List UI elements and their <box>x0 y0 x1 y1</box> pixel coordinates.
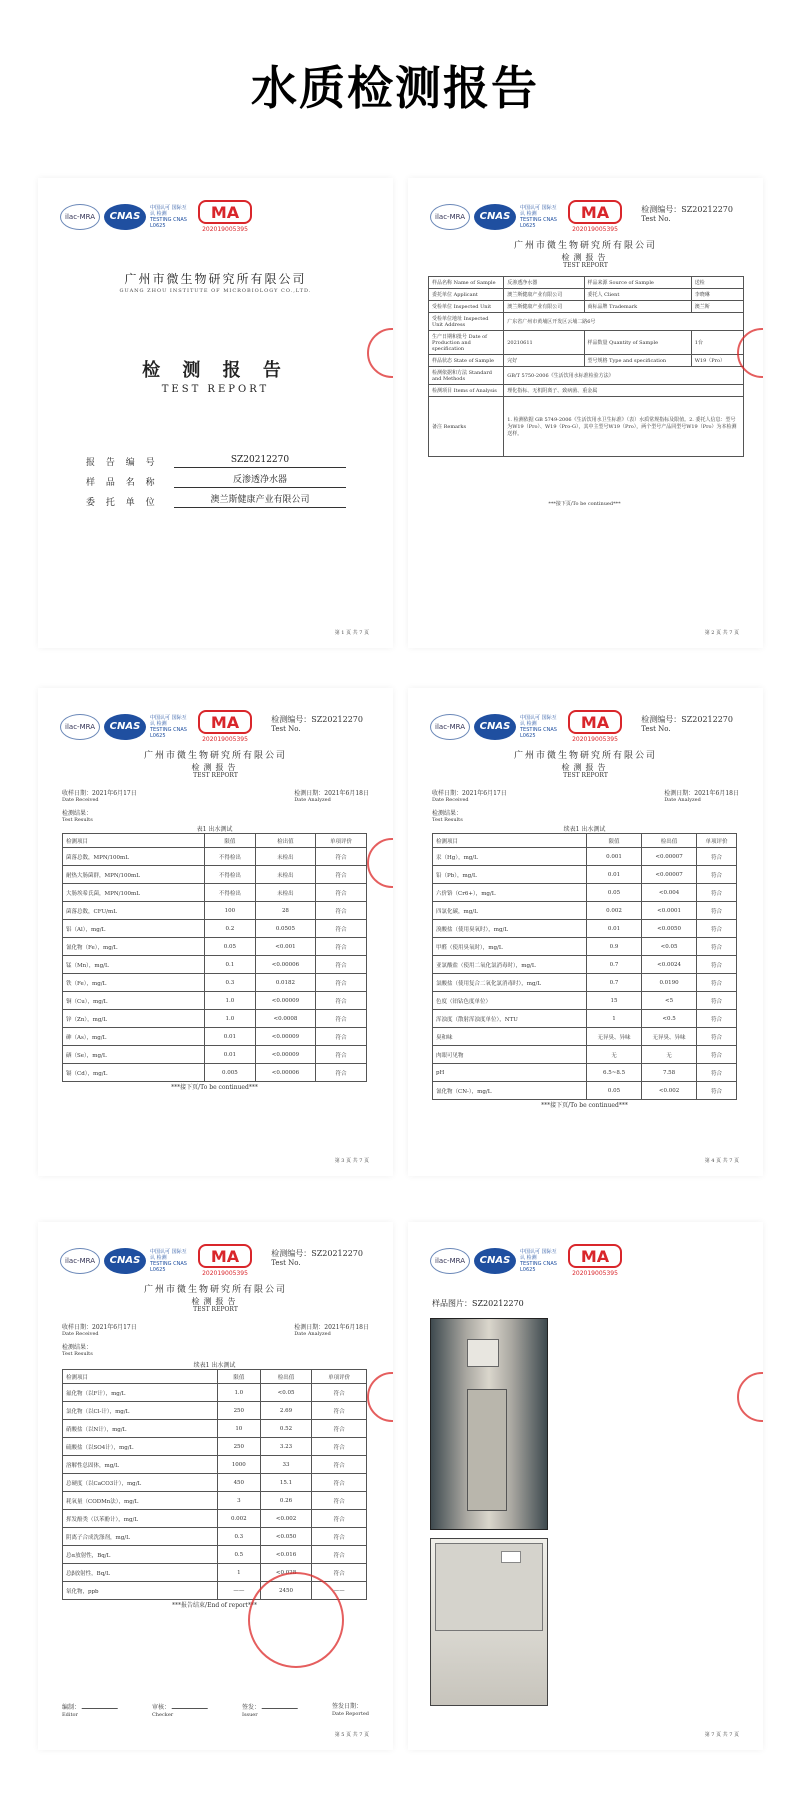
ilac-mra-logo: ilac-MRA <box>60 204 100 230</box>
sample-photo-top <box>430 1538 548 1706</box>
table-row: 臭和味 无异臭、异味 无异臭、异味 符合 <box>433 1028 737 1046</box>
table-row: 浑浊度（散射浑浊度单位），NTU 1 <0.5 符合 <box>433 1010 737 1028</box>
info-row: 样品名称 Name of Sample 反渗透净水器 样品来源 Source of Sample 送检 <box>429 277 744 289</box>
table-row: 肉眼可见物 无 无 符合 <box>433 1046 737 1064</box>
table-row: 硫酸盐（以SO4计），mg/L 250 3.23 符合 <box>63 1438 367 1456</box>
info-row: 样品状态 State of Sample 完好 型号规格 Type and specification W19（Pro） <box>429 355 744 367</box>
report-title: 检测报告 <box>561 253 610 262</box>
report-title-en: TEST REPORT <box>563 772 608 779</box>
table-row: 亚氯酸盐（使用二氧化氯消毒时），mg/L 0.7 <0.0024 符合 <box>433 956 737 974</box>
cover-title: 检 测 报 告 <box>142 360 289 381</box>
report-title: 检测报告 <box>191 1297 240 1306</box>
page-number: 第 1 页 共 7 页 <box>334 630 369 636</box>
cnas-logo: CNAS <box>104 204 146 230</box>
cnas-logo: CNAS <box>474 714 516 740</box>
report-title-en: TEST REPORT <box>193 772 238 779</box>
results-label: 检测结果： Test Results <box>62 1344 93 1357</box>
table-row: 硒（Se），mg/L 0.01 <0.00009 符合 <box>63 1046 367 1064</box>
report-cover-sheet <box>38 178 393 648</box>
report-title-en: TEST REPORT <box>563 262 608 269</box>
table-row: 锰（Mn），mg/L 0.1 <0.00006 符合 <box>63 956 367 974</box>
cnas-caption: 中国认可 国际互认 检测 TESTING CNAS L0625 <box>150 714 187 739</box>
page-title: 水质检测报告 <box>251 61 539 115</box>
table-row: 总硬度（以CaCO3计），mg/L 450 15.1 符合 <box>63 1474 367 1492</box>
ilac-mra-logo: ilac-MRA <box>430 1248 470 1274</box>
results-label: 检测结果： Test Results <box>432 810 463 823</box>
cover-info: 报 告 编 号 SZ20212270 样 品 名 称 反渗透净水器 委 托 单 位 澳兰斯健康产业有限公司 <box>86 448 346 508</box>
table-row: 色度（铂钴色度单位） 15 <5 符合 <box>433 992 737 1010</box>
table-header: 检测项目 限值 检出值 单项评价 <box>63 834 367 848</box>
report-number: 检测编号：SZ20212270 Test No. <box>641 715 733 733</box>
table-footer-note: ***接下页/To be continued*** <box>171 1084 258 1091</box>
continued-note: ***接下页/To be continued*** <box>548 501 621 507</box>
page-number: 第 7 页 共 7 页 <box>704 1732 739 1738</box>
red-seal-stamp <box>737 1372 763 1422</box>
table-row: 氟化物（以F计），mg/L 1.0 <0.05 符合 <box>63 1384 367 1402</box>
table-row: 耐热大肠菌群，MPN/100mL 不得检出 未检出 符合 <box>63 866 367 884</box>
report-dates: 收样日期：2021年6月17日 Date Received 检测日期：2021年6月18日 Date Analyzed <box>62 1324 369 1337</box>
report-dates: 收样日期：2021年6月17日 Date Received 检测日期：2021年6月18日 Date Analyzed <box>62 790 369 803</box>
table-row: 铅（Pb），mg/L 0.01 <0.00007 符合 <box>433 866 737 884</box>
sample-photo-front <box>430 1318 548 1530</box>
red-seal-stamp <box>248 1572 344 1668</box>
info-row: 备注 Remarks 1. 检测依据 GB 5749-2006《生活饮用水卫生标准》（表）水质常规指标及限值。2. 委托人信息：型号为W19（Pro）、W19（Pro-G），其中主型号W19（Pro），两个型号产品同型号W19（Pro）为本检测送样。 <box>429 397 744 457</box>
institute-name: 广州市微生物研究所有限公司 <box>143 1285 287 1295</box>
sample-photo-label: 样品图片：SZ20212270 <box>432 1299 524 1308</box>
results-sheet-3 <box>38 1222 393 1750</box>
table-row: pH 6.5~8.5 7.58 符合 <box>433 1064 737 1082</box>
table-row: 铁（Fe），mg/L 0.3 0.0182 符合 <box>63 974 367 992</box>
table-row: 甲醛（使用臭氧时），mg/L 0.9 <0.05 符合 <box>433 938 737 956</box>
table-row: 氰化物（Fe），mg/L 0.05 <0.001 符合 <box>63 938 367 956</box>
accreditation-logos <box>60 710 252 743</box>
table-row: 菌落总数，MPN/100mL 不得检出 未检出 符合 <box>63 848 367 866</box>
sample-photo-sheet <box>408 1222 763 1750</box>
table-row: 氰化物（CN-），mg/L 0.05 <0.002 符合 <box>433 1082 737 1100</box>
red-seal-stamp <box>367 838 393 888</box>
table-row: 汞（Hg），mg/L 0.001 <0.00007 符合 <box>433 848 737 866</box>
info-row: 生产日期和批号 Date of Production and specification 20210611 样品数量 Quantity of Sample 1台 <box>429 331 744 355</box>
table-caption: 续表1 出水测试 <box>563 826 606 833</box>
table-caption: 续表1 出水测试 <box>193 1362 236 1369</box>
cma-logo: MA 2020190053​95 <box>198 1244 252 1277</box>
table-row: 菌落总数，CFU/mL 100 28 符合 <box>63 902 367 920</box>
accreditation-logos <box>60 1244 252 1277</box>
table-row: 总α放射性，Bq/L 0.5 <0.016 符合 <box>63 1546 367 1564</box>
table-row: 砷（As），mg/L 0.01 <0.00009 符合 <box>63 1028 367 1046</box>
info-row: 委托单位 Applicant 澳兰斯健康产业有限公司 委托人 Client 李晓琳 <box>429 289 744 301</box>
report-info-sheet <box>408 178 763 648</box>
table-row: 四氯化碳，mg/L 0.002 <0.0001 符合 <box>433 902 737 920</box>
institute-name-en: GUANG ZHOU INSTITUTE OF MICROBIOLOGY CO.,LTD. <box>119 288 312 294</box>
institute-name: 广州市微生物研究所有限公司 <box>124 272 307 286</box>
cover-title-en: TEST REPORT <box>161 384 270 395</box>
table-row: 氡化物，ppb —— 2450 —— <box>63 1582 367 1600</box>
table-header: 检测项目 限值 检出值 单项评价 <box>63 1370 367 1384</box>
ilac-mra-logo: ilac-MRA <box>60 714 100 740</box>
institute-name: 广州市微生物研究所有限公司 <box>143 751 287 761</box>
accreditation-logos <box>430 200 622 233</box>
info-row: 受检单位地址 Inspected Unit Address 广东省广州市黄埔区开发区云埔二路6号 <box>429 313 744 331</box>
info-row: 检测项目 Items of Analysis 理化指标、无机阴离子、致病菌、重金属 <box>429 385 744 397</box>
institute-name: 广州市微生物研究所有限公司 <box>513 751 657 761</box>
cnas-caption: 中国认可 国际互认 检测 TESTING CNAS L0625 <box>150 1248 187 1273</box>
results-sheet-2 <box>408 688 763 1176</box>
table-row: 大肠埃希氏菌，MPN/100mL 不得检出 未检出 符合 <box>63 884 367 902</box>
table-row: 溴酸盐（使用臭氧时），mg/L 0.01 <0.0050 符合 <box>433 920 737 938</box>
report-title: 检测报告 <box>561 763 610 772</box>
table-footer-note: ***报告结束/End of report*** <box>172 1602 257 1609</box>
report-number: 检测编号：SZ20212270 Test No. <box>271 715 363 733</box>
table-row: 铝（Al），mg/L 0.2 0.0505 符合 <box>63 920 367 938</box>
report-title: 检测报告 <box>191 763 240 772</box>
table-row: 六价铬（Cr6+），mg/L 0.05 <0.004 符合 <box>433 884 737 902</box>
results-sheet-1 <box>38 688 393 1176</box>
cnas-logo: CNAS <box>104 1248 146 1274</box>
table-row: 铜（Cu），mg/L 1.0 <0.00009 符合 <box>63 992 367 1010</box>
report-number: 检测编号：SZ20212270 Test No. <box>271 1249 363 1267</box>
table-row: 耗氧量（CODMn法），mg/L 3 0.26 符合 <box>63 1492 367 1510</box>
table-row: 氯化物（以Cl-计），mg/L 250 2.69 符合 <box>63 1402 367 1420</box>
table-row: 总β放射性，Bq/L 1 <0.028 符合 <box>63 1564 367 1582</box>
report-dates: 收样日期：2021年6月17日 Date Received 检测日期：2021年6月18日 Date Analyzed <box>432 790 739 803</box>
cma-logo: MA 2020190053​95 <box>568 710 622 743</box>
ilac-mra-logo: ilac-MRA <box>430 204 470 230</box>
table-row: 硝酸盐（以N计），mg/L 10 0.52 符合 <box>63 1420 367 1438</box>
cnas-caption: 中国认可 国际互认 检测 TESTING CNAS L0625 <box>150 204 187 229</box>
table-row: 镉（Cd），mg/L 0.005 <0.00006 符合 <box>63 1064 367 1082</box>
cma-logo: MA 2020190053​95 <box>198 200 252 233</box>
table-row: 溶解性总固体，mg/L 1000 33 符合 <box>63 1456 367 1474</box>
table-row: 挥发酚类（以苯酚计），mg/L 0.002 <0.002 符合 <box>63 1510 367 1528</box>
accreditation-logos <box>430 1244 622 1277</box>
accreditation-logos <box>60 200 252 233</box>
table-row: 锌（Zn），mg/L 1.0 <0.0008 符合 <box>63 1010 367 1028</box>
signatures: 编制： Editor 审核： Checker 签发： Issuer 签发日期： Date Reported <box>62 1703 369 1718</box>
cma-logo: MA 2020190053​95 <box>568 1244 622 1277</box>
institute-name: 广州市微生物研究所有限公司 <box>513 241 657 251</box>
table-row: 阴离子合成洗涤剂，mg/L 0.3 <0.050 符合 <box>63 1528 367 1546</box>
table-footer-note: ***接下页/To be continued*** <box>541 1102 628 1109</box>
results-table-2 <box>432 824 737 1109</box>
table-row: 氯酸盐（使用复合二氧化氯消毒时），mg/L 0.7 0.0190 符合 <box>433 974 737 992</box>
cnas-caption: 中国认可 国际互认 检测 TESTING CNAS L0625 <box>520 1248 557 1273</box>
report-title-en: TEST REPORT <box>193 1306 238 1313</box>
page-number: 第 3 页 共 7 页 <box>334 1158 369 1164</box>
page-number: 第 2 页 共 7 页 <box>704 630 739 636</box>
red-seal-stamp <box>367 1372 393 1422</box>
page-number: 第 4 页 共 7 页 <box>704 1158 739 1164</box>
report-number: 检测编号：SZ20212270 Test No. <box>641 205 733 223</box>
cnas-logo: CNAS <box>474 204 516 230</box>
results-table-1 <box>62 824 367 1091</box>
results-table-3 <box>62 1360 367 1609</box>
cnas-caption: 中国认可 国际互认 检测 TESTING CNAS L0625 <box>520 714 557 739</box>
ilac-mra-logo: ilac-MRA <box>430 714 470 740</box>
cma-logo: MA 2020190053​95 <box>568 200 622 233</box>
info-row: 检测依据和方法 Standard and Methods GB/T 5750-2006《生活饮用水标准检验方法》 <box>429 367 744 385</box>
ilac-mra-logo: ilac-MRA <box>60 1248 100 1274</box>
accreditation-logos <box>430 710 622 743</box>
cma-logo: MA 2020190053​95 <box>198 710 252 743</box>
table-caption: 表1 出水测试 <box>196 826 233 833</box>
page-number: 第 5 页 共 7 页 <box>334 1732 369 1738</box>
cnas-caption: 中国认可 国际互认 检测 TESTING CNAS L0625 <box>520 204 557 229</box>
table-header: 检测项目 限值 检出值 单项评价 <box>433 834 737 848</box>
sample-info-table <box>428 276 744 457</box>
cnas-logo: CNAS <box>104 714 146 740</box>
cnas-logo: CNAS <box>474 1248 516 1274</box>
info-row: 受检单位 Inspected Unit 澳兰斯健康产业有限公司 商标品牌 Trademark 澳兰斯 <box>429 301 744 313</box>
results-label: 检测结果： Test Results <box>62 810 93 823</box>
